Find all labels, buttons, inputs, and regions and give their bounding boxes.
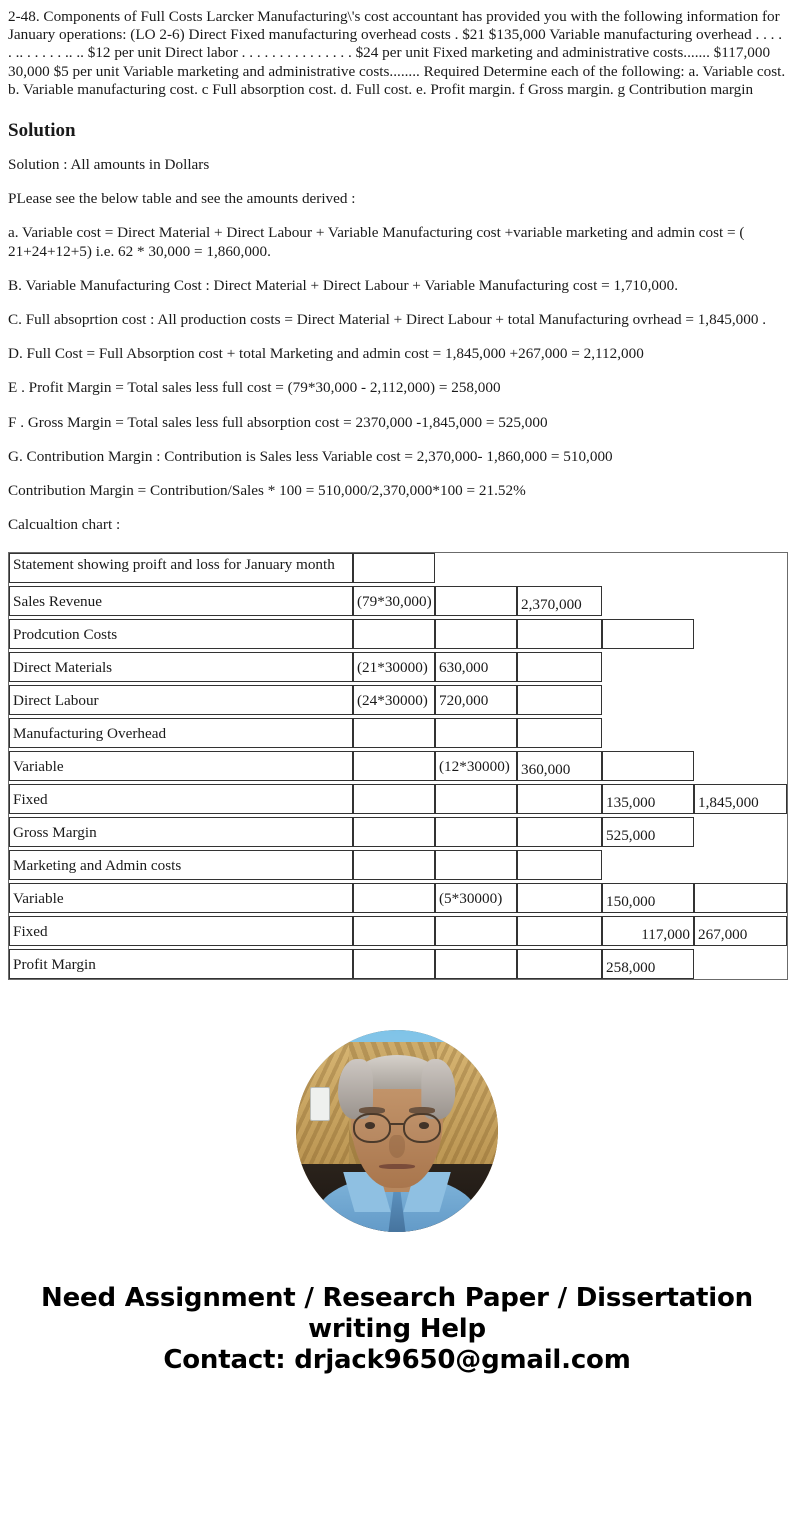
table-row bbox=[9, 619, 787, 649]
cell-computation-b bbox=[435, 718, 517, 748]
cell-computation-a bbox=[353, 949, 435, 979]
portrait-light-switch bbox=[310, 1087, 330, 1121]
solution-paragraph-4: C. Full absoprtion cost : All production costs = Direct Material + Direct Labour + total Manufacturing ovrhead = 1,845,000 . bbox=[8, 310, 767, 328]
cell-computation-b bbox=[435, 817, 517, 847]
cell-total bbox=[694, 949, 787, 979]
cell-computation-a bbox=[353, 553, 435, 583]
cell-amount-2 bbox=[602, 553, 694, 583]
solution-paragraph-3: B. Variable Manufacturing Cost : Direct Material + Direct Labour + Variable Manufacturing cost = 1,710,000. bbox=[8, 276, 678, 294]
cell-amount-2 bbox=[602, 751, 694, 781]
cell-amount-1 bbox=[517, 949, 602, 979]
solution-heading: Solution bbox=[8, 120, 76, 142]
cell-computation-b bbox=[435, 916, 517, 946]
cell-total bbox=[694, 718, 787, 748]
table-row bbox=[9, 553, 787, 583]
cell-total: 1,845,000 bbox=[694, 784, 787, 814]
cell-amount-1 bbox=[517, 553, 602, 583]
portrait-block bbox=[8, 1030, 786, 1237]
portrait-nose bbox=[389, 1135, 405, 1157]
table-row bbox=[9, 652, 787, 682]
solution-paragraph-10: Calcualtion chart : bbox=[8, 516, 121, 534]
cell-amount-1 bbox=[517, 817, 602, 847]
cell-computation-a bbox=[353, 850, 435, 880]
cell-amount-2 bbox=[602, 718, 694, 748]
cell-amount-2: 150,000 bbox=[602, 883, 694, 913]
cell-amount-1 bbox=[517, 652, 602, 682]
table-row bbox=[9, 883, 787, 913]
row-label: Fixed bbox=[9, 784, 353, 814]
row-label: Direct Materials bbox=[9, 652, 353, 682]
portrait-glasses-bridge bbox=[390, 1123, 404, 1125]
solution-paragraph-1: PLease see the below table and see the amounts derived : bbox=[8, 190, 356, 208]
cell-computation-b bbox=[435, 619, 517, 649]
cell-computation-a bbox=[353, 784, 435, 814]
cell-computation-b bbox=[435, 949, 517, 979]
row-label: Variable bbox=[9, 751, 353, 781]
calculation-table-wrapper bbox=[8, 552, 786, 980]
cell-computation-b bbox=[435, 850, 517, 880]
cell-total bbox=[694, 751, 787, 781]
cell-total bbox=[694, 850, 787, 880]
solution-paragraph-6: E . Profit Margin = Total sales less full cost = (79*30,000 - 2,112,000) = 258,000 bbox=[8, 379, 501, 397]
cell-amount-2: 117,000 bbox=[602, 916, 694, 946]
row-label: Direct Labour bbox=[9, 685, 353, 715]
cell-amount-2 bbox=[602, 619, 694, 649]
question-text: 2-48. Components of Full Costs Larcker Manufacturing\'s cost accountant has provided you with the following information for January operations: (LO 2-6) Direct Fixed manufacturing overhead costs . $21 $135,000 Variable manufacturing overhead . . . . . .. . . . . . .. .. $12 per unit Direct labor . . . . . . . . . . . . . . . $24 per unit Fixed marketing and administrative costs....... $117,000 30,000 $5 per unit Variable marketing and administrative costs........ Required Determine each of the following: a. Variable cost. b. Variable manufacturing cost. c Full absorption cost. d. Full cost. e. Profit margin. f Gross margin. g Contribution margin bbox=[8, 8, 786, 98]
promo-line-2: writing Help bbox=[308, 1314, 486, 1345]
solution-paragraph-9: Contribution Margin = Contribution/Sales * 100 = 510,000/2,370,000*100 = 21.52% bbox=[8, 481, 526, 499]
cell-computation-b: 720,000 bbox=[435, 685, 517, 715]
row-label: Manufacturing Overhead bbox=[9, 718, 353, 748]
cell-computation-a bbox=[353, 916, 435, 946]
cell-amount-1 bbox=[517, 850, 602, 880]
cell-computation-a bbox=[353, 817, 435, 847]
row-label: Variable bbox=[9, 883, 353, 913]
author-portrait bbox=[296, 1030, 498, 1232]
cell-amount-1: 2,370,000 bbox=[517, 586, 602, 616]
row-label: Profit Margin bbox=[9, 949, 353, 979]
cell-amount-1 bbox=[517, 916, 602, 946]
cell-computation-b: 630,000 bbox=[435, 652, 517, 682]
cell-total bbox=[694, 685, 787, 715]
table-row bbox=[9, 949, 787, 979]
row-label: Statement showing proift and loss for January month bbox=[9, 553, 353, 583]
cell-amount-1: 360,000 bbox=[517, 751, 602, 781]
cell-computation-a bbox=[353, 718, 435, 748]
cell-amount-2: 135,000 bbox=[602, 784, 694, 814]
table-row bbox=[9, 586, 787, 616]
cell-computation-b: (5*30000) bbox=[435, 883, 517, 913]
table-row bbox=[9, 751, 787, 781]
cell-computation-a bbox=[353, 751, 435, 781]
cell-amount-1 bbox=[517, 718, 602, 748]
cell-amount-1 bbox=[517, 784, 602, 814]
cell-amount-2 bbox=[602, 652, 694, 682]
cell-amount-2 bbox=[602, 685, 694, 715]
portrait-glasses-left bbox=[353, 1113, 391, 1143]
row-label: Gross Margin bbox=[9, 817, 353, 847]
row-label: Fixed bbox=[9, 916, 353, 946]
promo-line-1: Need Assignment / Research Paper / Dissertation bbox=[41, 1283, 753, 1314]
cell-computation-a: (24*30000) bbox=[353, 685, 435, 715]
table-row bbox=[9, 817, 787, 847]
promo-line-3: Contact: drjack9650@gmail.com bbox=[163, 1345, 631, 1376]
promo-block bbox=[8, 1283, 786, 1402]
table-row bbox=[9, 916, 787, 946]
row-label: Prodcution Costs bbox=[9, 619, 353, 649]
cell-total bbox=[694, 817, 787, 847]
solution-paragraph-7: F . Gross Margin = Total sales less full absorption cost = 2370,000 -1,845,000 = 525,000 bbox=[8, 413, 548, 431]
cell-amount-2: 258,000 bbox=[602, 949, 694, 979]
portrait-mouth bbox=[379, 1164, 415, 1169]
cell-computation-a: (21*30000) bbox=[353, 652, 435, 682]
table-row bbox=[9, 685, 787, 715]
table-row bbox=[9, 850, 787, 880]
cell-computation-a bbox=[353, 619, 435, 649]
cell-amount-2 bbox=[602, 586, 694, 616]
cell-total: 267,000 bbox=[694, 916, 787, 946]
cell-total bbox=[694, 586, 787, 616]
cell-amount-2: 525,000 bbox=[602, 817, 694, 847]
cell-computation-a: (79*30,000) bbox=[353, 586, 435, 616]
table-row bbox=[9, 784, 787, 814]
cell-computation-b bbox=[435, 553, 517, 583]
cell-total bbox=[694, 619, 787, 649]
cell-total bbox=[694, 553, 787, 583]
cell-computation-a bbox=[353, 883, 435, 913]
cell-computation-b: (12*30000) bbox=[435, 751, 517, 781]
cell-total bbox=[694, 883, 787, 913]
cell-computation-b bbox=[435, 784, 517, 814]
cell-amount-1 bbox=[517, 619, 602, 649]
cell-computation-b bbox=[435, 586, 517, 616]
solution-paragraph-2: a. Variable cost = Direct Material + Direct Labour + Variable Manufacturing cost +variable marketing and admin cost = ( 21+24+12+5) i.e. 62 * 30,000 = 1,860,000. bbox=[8, 224, 745, 260]
cell-amount-1 bbox=[517, 883, 602, 913]
row-label: Sales Revenue bbox=[9, 586, 353, 616]
solution-paragraph-5: D. Full Cost = Full Absorption cost + total Marketing and admin cost = 1,845,000 +267,000 = 2,112,000 bbox=[8, 345, 644, 363]
solution-paragraph-0: Solution : All amounts in Dollars bbox=[8, 155, 210, 173]
cell-amount-2 bbox=[602, 850, 694, 880]
cell-amount-1 bbox=[517, 685, 602, 715]
cell-total bbox=[694, 652, 787, 682]
solution-paragraph-8: G. Contribution Margin : Contribution is Sales less Variable cost = 2,370,000- 1,860,000 = 510,000 bbox=[8, 447, 613, 465]
table-row bbox=[9, 718, 787, 748]
row-label: Marketing and Admin costs bbox=[9, 850, 353, 880]
portrait-glasses-right bbox=[403, 1113, 441, 1143]
calculation-table bbox=[8, 552, 788, 980]
